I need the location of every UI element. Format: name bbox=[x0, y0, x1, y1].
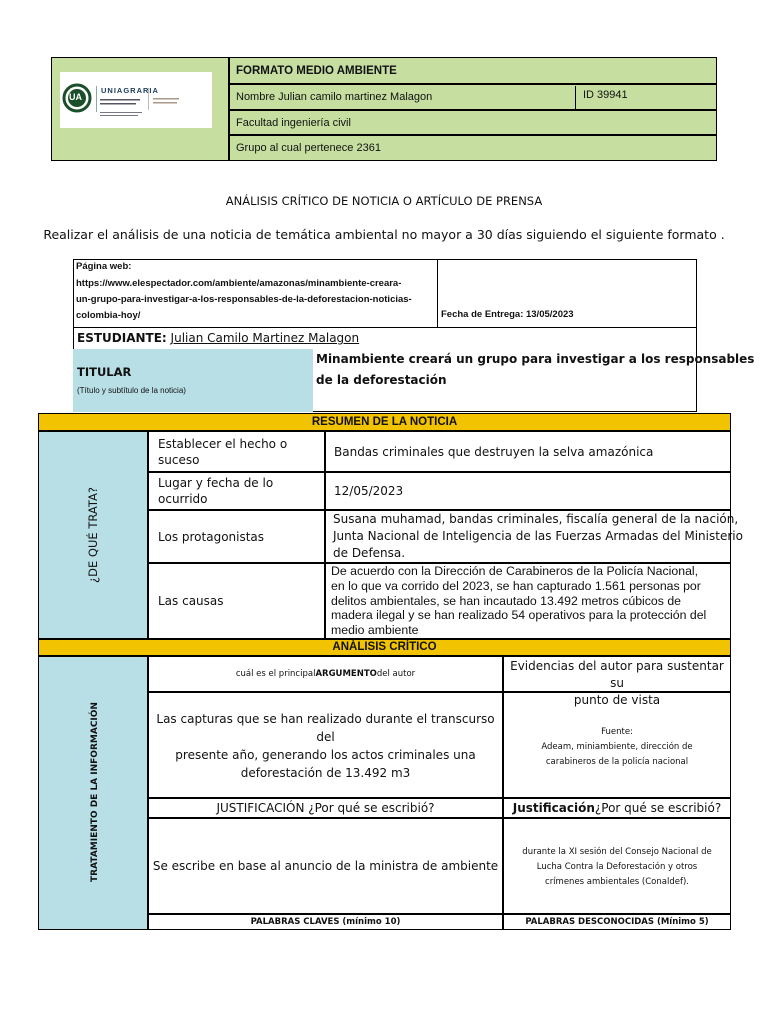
justification-text: Se escribe en base al anuncio de la ministra de ambiente bbox=[152, 859, 499, 873]
analysis-side-label: TRATAMIENTO DE LA INFORMACIÓN bbox=[90, 702, 100, 882]
group-row bbox=[229, 135, 717, 161]
uniagraria-logo bbox=[60, 72, 212, 128]
argument-head-post: del autor bbox=[376, 669, 416, 679]
id-divider bbox=[575, 86, 576, 110]
titular-cell bbox=[73, 349, 313, 412]
source-line-2: carabineros de la policía nacional bbox=[545, 757, 689, 767]
student-name: Julian Camilo Martinez Malagon bbox=[170, 331, 360, 345]
argument-head-cell bbox=[148, 656, 503, 692]
causes-line-1: De acuerdo con la Dirección de Carabineros de la Policía Nacional, bbox=[331, 564, 699, 578]
justification-head-right-rest: ¿Por qué se escribió? bbox=[594, 801, 722, 815]
causes-line-3: delitos ambientales, se han incautado 13.492 metros cúbicos de bbox=[331, 593, 681, 608]
analysis-bar-title: ANÁLISIS CRÍTICO bbox=[332, 641, 437, 653]
protagonists-line-1: Susana muhamad, bandas criminales, fiscalía general de la nación, bbox=[333, 512, 739, 526]
headline-line-2: de la deforestación bbox=[316, 373, 447, 387]
evidence-head-2: punto de vista bbox=[573, 693, 661, 707]
delivery-date: Fecha de Entrega: 13/05/2023 bbox=[441, 309, 574, 320]
logo-name: UNIAGRARIA bbox=[101, 86, 159, 95]
fact-label-cell bbox=[148, 431, 325, 472]
causes-label-cell bbox=[148, 563, 325, 639]
justification-detail-3: crímenes ambientales (Conaldef). bbox=[545, 877, 689, 887]
justification-head-right-bold: Justificación bbox=[512, 801, 595, 815]
argument-body-cell bbox=[148, 692, 503, 798]
causes-line-4: madera ilegal y se han realizado 54 operativos para la protección del bbox=[331, 608, 707, 623]
logo-graphic bbox=[60, 72, 212, 128]
summary-bar-title: RESUMEN DE LA NOTICIA bbox=[311, 416, 458, 428]
argument-line-3: deforestación de 13.492 m3 bbox=[240, 766, 411, 780]
justification-detail-2: Lucha Contra la Deforestación y otros bbox=[536, 862, 698, 872]
analysis-bar bbox=[38, 639, 731, 656]
source-cell bbox=[503, 692, 731, 798]
justification-head-right bbox=[503, 798, 731, 818]
protagonists-line-3: de Defensa. bbox=[333, 546, 406, 560]
name-row bbox=[229, 84, 717, 110]
summary-side-label: ¿DE QUÉ TRATA? bbox=[86, 487, 100, 583]
justification-body-right bbox=[503, 818, 731, 914]
headline-line-1: Minambiente creará un grupo para investigar a los responsables bbox=[316, 352, 755, 366]
protagonists-label: Los protagonistas bbox=[158, 529, 265, 544]
causes-line-2: en lo que va corrido del 2023, se han capturado 1.561 personas por bbox=[331, 578, 701, 593]
evidence-head-cell bbox=[503, 656, 731, 707]
web-url-line-3: colombia-hoy/ bbox=[76, 310, 141, 321]
titular-label: TITULAR bbox=[77, 365, 132, 379]
fact-value-cell bbox=[325, 431, 731, 472]
keywords-head bbox=[148, 914, 503, 930]
source-label: Fuente: bbox=[601, 727, 633, 737]
source-line-1: Adeam, miniambiente, dirección de bbox=[541, 742, 693, 752]
student-name-line: Nombre Julian camilo martinez Malagon bbox=[236, 91, 433, 103]
protagonists-label-cell bbox=[148, 510, 325, 563]
argument-head-bold: ARGUMENTO bbox=[315, 669, 377, 679]
justification-head-left bbox=[148, 798, 503, 818]
info-divider-1 bbox=[437, 259, 438, 327]
format-title-row bbox=[229, 57, 717, 84]
fact-label: Establecer el hecho o suceso bbox=[158, 436, 288, 467]
argument-line-2: presente año, generando los actos criminales una bbox=[175, 748, 476, 762]
place-value: 12/05/2023 bbox=[334, 484, 404, 498]
logo-initials: UA bbox=[69, 92, 82, 102]
justification-detail-1: durante la XI sesión del Consejo Nacional de bbox=[522, 847, 712, 857]
document-title: ANÁLISIS CRÍTICO DE NOTICIA O ARTÍCULO DE PRENSA bbox=[225, 194, 543, 208]
protagonists-line-2: Junta Nacional de Inteligencia de las Fuerzas Armadas del Ministerio bbox=[333, 529, 743, 543]
web-url-line-1: https://www.elespectador.com/ambiente/amazonas/minambiente-creara- bbox=[76, 278, 402, 289]
format-title: FORMATO MEDIO AMBIENTE bbox=[236, 64, 397, 77]
faculty-line: Facultad ingeniería civil bbox=[236, 116, 351, 129]
causes-value-cell bbox=[325, 563, 731, 639]
web-url-line-2: un-grupo-para-investigar-a-los-responsables-de-la-deforestacion-noticias- bbox=[76, 294, 412, 305]
causes-line-5: medio ambiente bbox=[331, 623, 419, 638]
unknown-words-head bbox=[503, 914, 731, 930]
instructions: Realizar el análisis de una noticia de temática ambiental no mayor a 30 días siguiendo el siguiente formato . bbox=[43, 227, 725, 242]
justification-body-left bbox=[148, 818, 503, 914]
summary-bar bbox=[38, 413, 731, 431]
unknown-words-label: PALABRAS DESCONOCIDAS (Mínimo 5) bbox=[525, 917, 709, 927]
student-row bbox=[77, 331, 359, 345]
group-line: Grupo al cual pertenece 2361 bbox=[236, 142, 381, 154]
place-label-cell bbox=[148, 472, 325, 510]
student-label: ESTUDIANTE: bbox=[77, 331, 167, 345]
evidence-head-1: Evidencias del autor para sustentar su bbox=[510, 659, 724, 690]
faculty-row bbox=[229, 110, 717, 135]
titular-subtitle: (Título y subtítulo de la noticia) bbox=[77, 386, 186, 395]
web-label: Página web: bbox=[76, 261, 132, 272]
student-id: ID 39941 bbox=[583, 89, 628, 101]
protagonists-value-cell bbox=[325, 510, 743, 563]
info-divider-2 bbox=[73, 327, 697, 328]
place-label: Lugar y fecha de lo ocurrido bbox=[158, 476, 274, 506]
fact-value: Bandas criminales que destruyen la selva amazónica bbox=[334, 444, 654, 459]
causes-label: Las causas bbox=[158, 594, 224, 608]
argument-head-pre: cuál es el principal bbox=[235, 669, 316, 679]
justification-head-left-text: JUSTIFICACIÓN ¿Por qué se escribió? bbox=[216, 801, 435, 815]
keywords-label: PALABRAS CLAVES (mínimo 10) bbox=[250, 917, 401, 927]
place-value-cell bbox=[325, 472, 731, 510]
argument-line-1: Las capturas que se han realizado durante el transcurso del bbox=[156, 712, 495, 744]
